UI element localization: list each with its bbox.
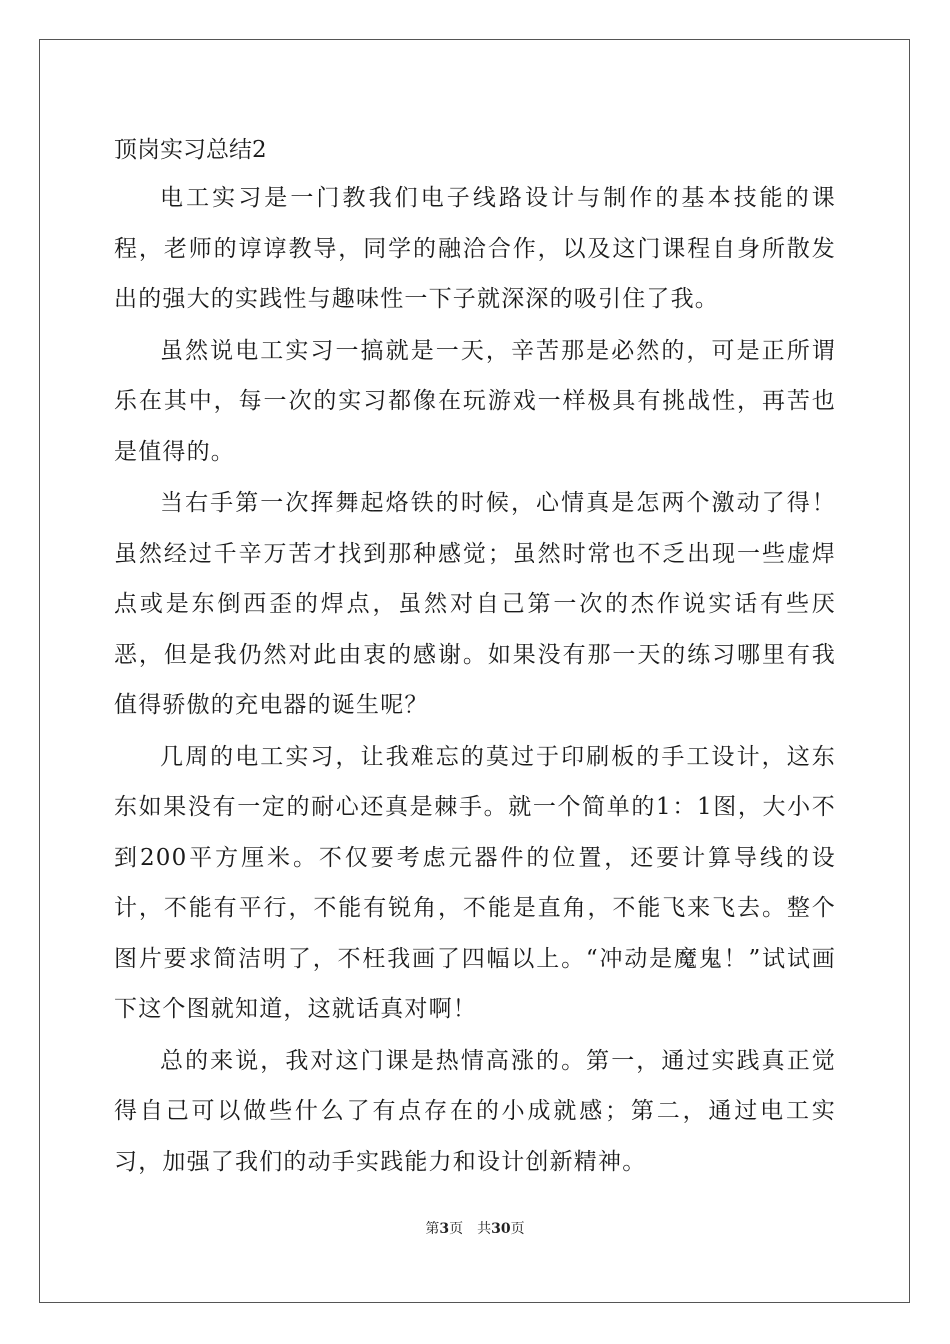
- total-suffix: 页: [510, 1221, 525, 1237]
- paragraph-5: 总的来说，我对这门课是热情高涨的。第一，通过实践真正觉得自己可以做些什么了有点存在的小成就感；第二，通过电工实习，加强了我们的动手实践能力和设计创新精神。: [114, 1047, 836, 1175]
- page-prefix: 第: [425, 1221, 440, 1237]
- paragraph-2: 虽然说电工实习一搞就是一天，辛苦那是必然的，可是正所谓乐在其中，每一次的实习都像在玩游戏一样极具有挑战性，再苦也是值得的。: [114, 337, 836, 465]
- page-footer: [0, 1218, 950, 1238]
- total-pages: 30: [491, 1221, 511, 1237]
- page-number: 3: [439, 1221, 450, 1237]
- document-title: 顶岗实习总结2: [114, 137, 267, 163]
- paragraph-4: 几周的电工实习，让我难忘的莫过于印刷板的手工设计，这东东如果没有一定的耐心还真是棘手。就一个简单的1：1图，大小不到200平方厘米。不仅要考虑元器件的位置，还要计算导线的设计，不能有平行，不能有锐角，不能是直角，不能飞来飞去。整个图片要求简洁明了，不枉我画了四幅以上。“冲动是魔鬼！”试试画下这个图就知道，这就话真对啊！: [114, 743, 836, 1022]
- document-body: [114, 128, 836, 1188]
- paragraph-1: 电工实习是一门教我们电子线路设计与制作的基本技能的课程，老师的谆谆教导，同学的融洽合作，以及这门课程自身所散发出的强大的实践性与趣味性一下子就深深的吸引住了我。: [114, 185, 836, 312]
- page-suffix: 页: [449, 1221, 464, 1237]
- total-prefix: 共: [477, 1221, 492, 1237]
- paragraph-3: 当右手第一次挥舞起烙铁的时候，心情真是怎两个激动了得！虽然经过千辛万苦才找到那种感觉；虽然时常也不乏出现一些虚焊点或是东倒西歪的焊点，虽然对自己第一次的杰作说实话有些厌恶，但是我仍然对此由衷的感谢。如果没有那一天的练习哪里有我值得骄傲的充电器的诞生呢？: [114, 490, 836, 718]
